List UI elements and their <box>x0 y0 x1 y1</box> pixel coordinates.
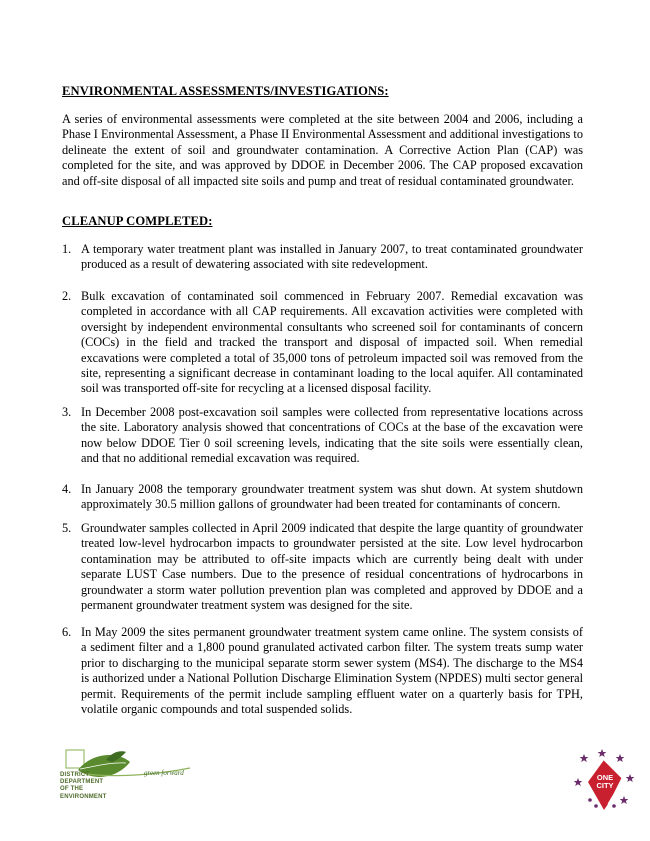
list-number: 4. <box>62 482 72 496</box>
cleanup-list-item-6 <box>62 625 583 717</box>
ddoe-name-block <box>60 772 120 801</box>
list-item-text: In December 2008 post-excavation soil samples were collected from representative locations across the site. Laboratory analysis showed that concentrations of COCs at the base of the excavation were now below DDOE Tier 0 soil screening levels, indicating that the site soils were essentially clean, and that no additional remedial excavation was required. <box>81 405 583 466</box>
list-item-text: Groundwater samples collected in April 2009 indicated that despite the large quantity of groundwater treated low-level hydrocarbon impacts to groundwater persisted at the site. Low level hydrocarbon contamination may be attributed to off-site impacts which are currently being dealt with under separate LUST Case numbers. Due to the presence of residual concentrations of hydrocarbons in groundwater a storm water pollution prevention plan was completed and approved by DDOE and a permanent groundwater treatment system was designed for the site. <box>81 521 583 613</box>
list-item-text: A temporary water treatment plant was installed in January 2007, to treat contaminated groundwater produced as a result of dewatering associated with site redevelopment. <box>81 242 583 272</box>
ddoe-tagline: green forward <box>144 769 184 777</box>
list-number: 6. <box>62 625 72 639</box>
cleanup-list-item-2 <box>62 289 583 397</box>
section-heading-cleanup: CLEANUP COMPLETED: <box>62 214 213 228</box>
list-number: 5. <box>62 521 72 535</box>
list-number: 1. <box>62 242 72 256</box>
section-heading-assessments: ENVIRONMENTAL ASSESSMENTS/INVESTIGATIONS: <box>62 84 389 98</box>
city-logo-line-2: CITY <box>596 781 614 790</box>
list-item-text: In May 2009 the sites permanent groundwater treatment system came online. The system consists of a sediment filter and a 1,800 pound granulated activated carbon filter. The system treats sump water prior to discharging to the municipal separate storm sewer system (MS4). The discharge to the MS4 is authorized under a National Pollution Discharge Elimination System (NPDES) multi sector general permit. Requirements of the permit include sampling effluent water on a quarterly basis for TPH, volatile organic compounds and total suspended solids. <box>81 625 583 717</box>
cleanup-list-item-4 <box>62 482 583 513</box>
ddoe-name-line: ENVIRONMENT <box>60 793 107 800</box>
ddoe-name-line: DEPARTMENT <box>60 779 104 786</box>
dc-map-star-icon <box>574 748 636 814</box>
one-city-logo <box>574 748 636 814</box>
ddoe-name-line: DISTRICT <box>60 772 90 778</box>
cleanup-list-item-1 <box>62 242 583 273</box>
cleanup-list-item-5 <box>62 521 583 613</box>
ddoe-name-line: OF THE <box>60 786 84 793</box>
list-item-text: Bulk excavation of contaminated soil commenced in February 2007. Remedial excavation was completed in accordance with all CAP requirements. All excavation activities were completed with oversight by independent environmental consultants who screened soil for contaminants of concern (COCs) in the field and tracked the transport and disposal of impacted soil. When remedial excavations were completed a total of 35,000 tons of petroleum impacted soil was removed from the site, representing a significant decrease in contaminant loading to the local aquifer. All contaminated soil was transported off-site for recycling at a licensed disposal facility. <box>81 289 583 396</box>
assessments-paragraph: A series of environmental assessments were completed at the site between 2004 and 2006, including a Phase I Environmental Assessment, a Phase II Environmental Assessment and additional investigations to delineate the extent of soil and groundwater contamination. A Corrective Action Plan (CAP) was completed for the site, and was approved by DDOE in December 2006. The CAP proposed excavation and off-site disposal of all impacted site soils and pump and treat of residual contaminated groundwater. <box>62 112 583 188</box>
list-number: 3. <box>62 405 72 419</box>
list-number: 2. <box>62 289 72 303</box>
list-item-text: In January 2008 the temporary groundwater treatment system was shut down. At system shutdown approximately 30.5 million gallons of groundwater had been treated for contaminants of concern. <box>81 482 583 512</box>
cleanup-list-item-3 <box>62 405 583 467</box>
city-logo-line-1: ONE <box>596 773 614 782</box>
ddoe-logo <box>60 748 200 820</box>
